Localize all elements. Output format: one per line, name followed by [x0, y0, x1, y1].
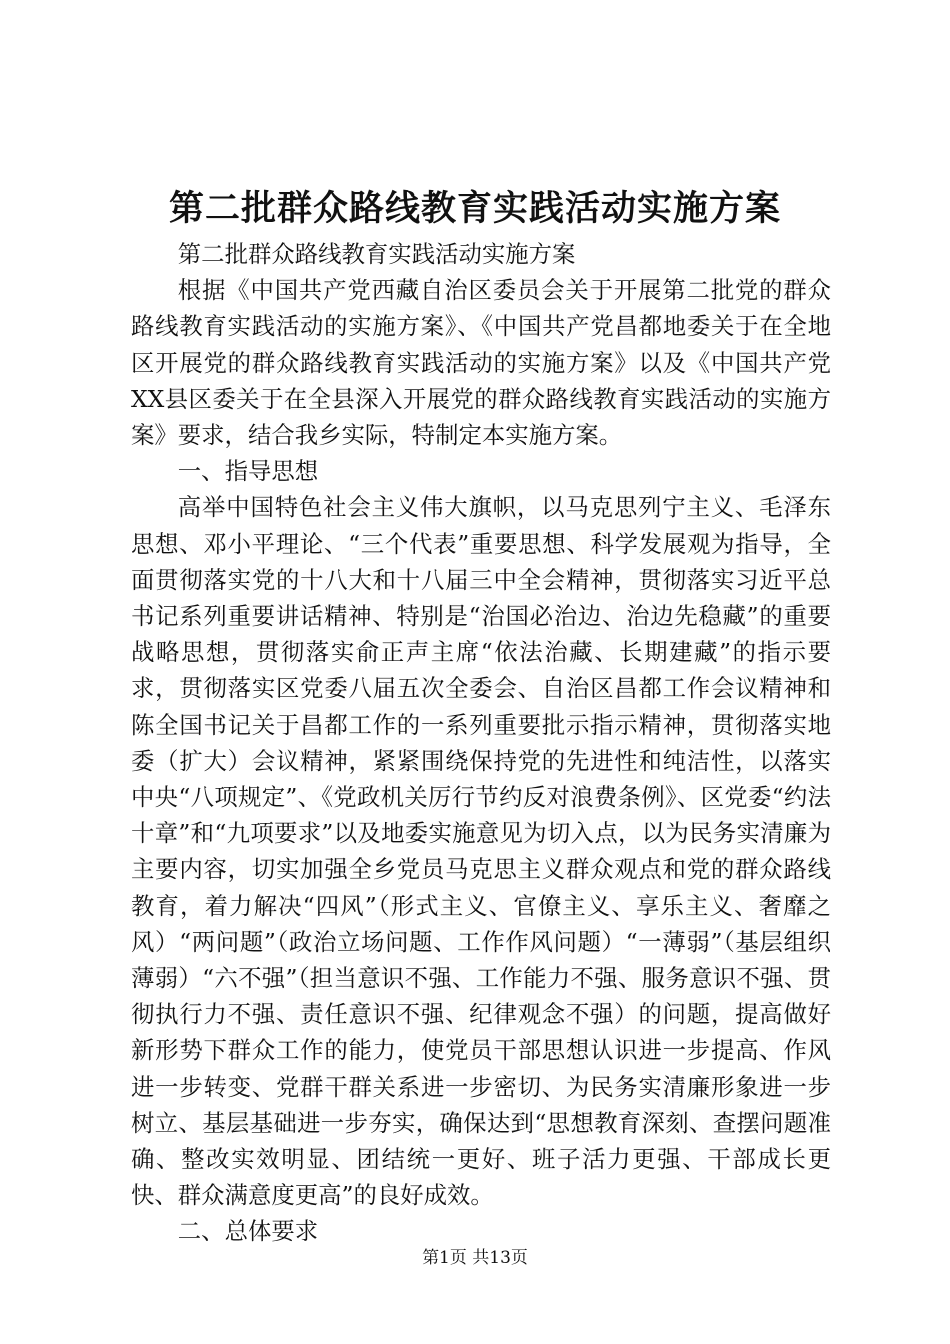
page-footer: 第1页 共13页 [422, 1248, 528, 1268]
guiding-ideology-paragraph: 高举中国特色社会主义伟大旗帜，以马克思列宁主义、毛泽东思想、邓小平理论、“三个代表”重要思想、科学发展观为指导，全面贯彻落实党的十八大和十八届三中全会精神，贯彻落实习近平总书记系列重要讲话精神、特别是“治国必治边、治边先稳藏”的重要战略思想，贯彻落实俞正声主席“依法治藏、长期建藏”的指示要求，贯彻落实区党委八届五次全委会、自治区昌都工作会议精神和陈全国书记关于昌都工作的一系列重要批示指示精神，贯彻落实地委（扩大）会议精神，紧紧围绕保持党的先进性和纯洁性，以落实中央“八项规定”、《党政机关厉行节约反对浪费条例》、区党委“约法十章”和“九项要求”以及地委实施意见为切入点，以为民务实清廉为主要内容，切实加强全乡党员马克思主义群众观点和党的群众路线教育，着力解决“四风”（形式主义、官僚主义、享乐主义、奢靡之风）“两问题”（政治立场问题、工作作风问题）“一薄弱”（基层组织薄弱）“六不强”（担当意识不强、工作能力不强、服务意识不强、贯彻执行力不强、责任意识不强、纪律观念不强）的问题，提高做好新形势下群众工作的能力，使党员干部思想认识进一步提高、作风进一步转变、党群干群关系进一步密切、为民务实清廉形象进一步树立、基层基础进一步夯实，确保达到“思想教育深刻、查摆问题准确、整改实效明显、团结统一更好、班子活力更强、干部成长更快、群众满意度更高”的良好成效。 [131, 493, 831, 1210]
section-heading-general-requirements: 二、总体要求 [177, 1217, 319, 1246]
document-body [131, 236, 831, 1250]
document-title: 第二批群众路线教育实践活动实施方案 [168, 188, 781, 229]
section-heading-guiding-ideology: 一、指导思想 [177, 457, 319, 486]
subtitle-paragraph: 第二批群众路线教育实践活动实施方案 [177, 240, 576, 268]
intro-paragraph: 根据《中国共产党西藏自治区委员会关于开展第二批党的群众路线教育实践活动的实施方案》、《中国共产党昌都地委关于在全地区开展党的群众路线教育实践活动的实施方案》以及《中国共产党XX县区委关于在全县深入开展党的群众路线教育实践活动的实施方案》要求，结合我乡实际，特制定本实施方案。 [131, 276, 831, 450]
